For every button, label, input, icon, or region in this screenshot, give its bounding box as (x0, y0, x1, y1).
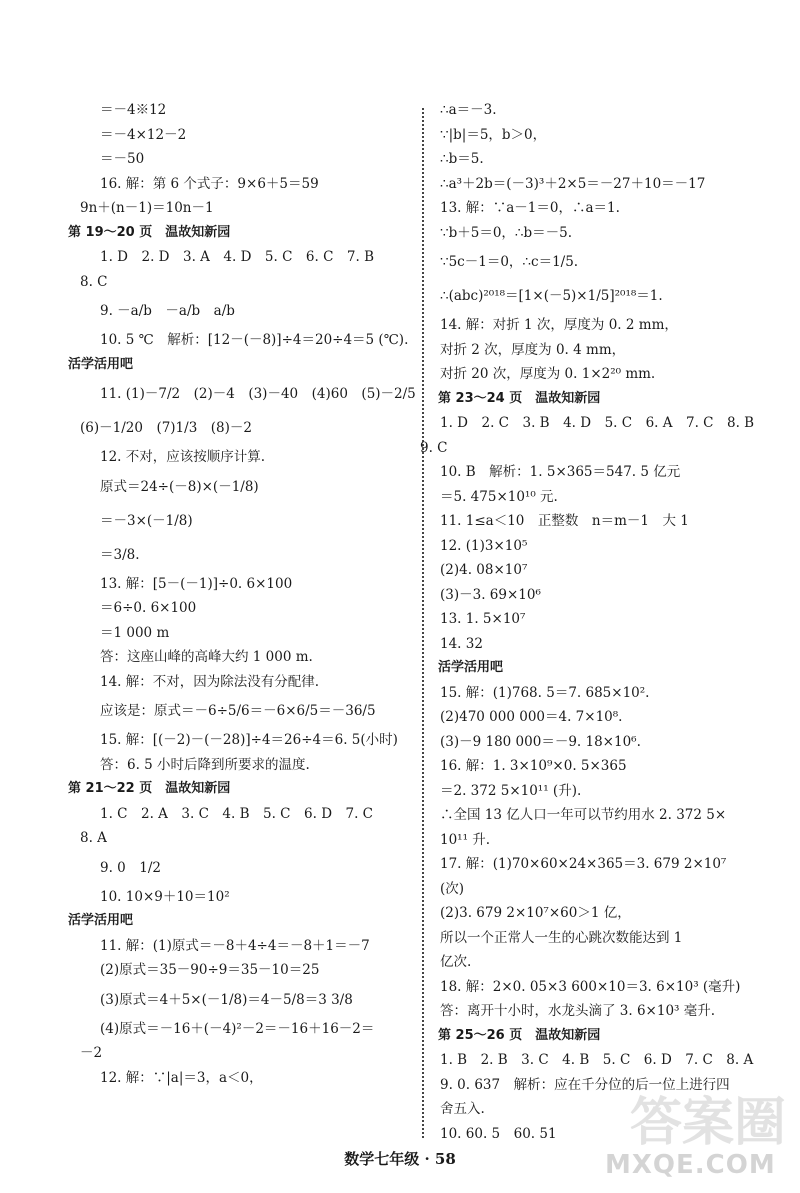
answer-line: (3)－3. 69×10⁶ (440, 586, 541, 603)
answer-line: (2)3. 679 2×10⁷×60＞1 亿， (440, 905, 631, 921)
answer-line: 原式＝24÷(－8)×(－1/8) (100, 478, 259, 495)
answer-line: 亿次. (440, 954, 472, 970)
left-column (68, 98, 416, 1090)
answer-line: 10. B 解析：1. 5×365＝547. 5 亿元 (440, 464, 681, 480)
answer-line: 1. D 2. C 3. B 4. D 5. C 6. A 7. C 8. B (440, 415, 755, 431)
answer-line: 18. 解：2×0. 05×3 600×10＝3. 6×10³ (毫升) (440, 978, 741, 995)
answer-line: (6)－1/20 (7)1/3 (8)－2 (80, 420, 252, 436)
answer-line: ∵|b|＝5，b＞0， (440, 126, 547, 143)
answer-line: 11. (1)－7/2 (2)－4 (3)－40 (4)60 (5)－2/5 (100, 386, 416, 402)
section-heading: 第 23～24 页 温故知新园 (438, 390, 601, 406)
answer-line: 10. 5 ℃ 解析：[12－(－8)]÷4＝20÷4＝5 (℃). (100, 332, 409, 348)
answer-line: ＝1 000 m (100, 624, 170, 641)
answer-line: 16. 解：第 6 个式子：9×6＋5＝59 (100, 175, 319, 192)
watermark-url: MXQE.COM (605, 1150, 776, 1180)
answer-line: ＝－4※12 (100, 102, 167, 118)
answer-line: －2 (80, 1045, 103, 1061)
answer-line: (3)－9 180 000＝－9. 18×10⁶. (440, 733, 641, 750)
column-divider (422, 108, 424, 1138)
answer-line: 14. 解：对折 1 次，厚度为 0. 2 mm， (440, 317, 678, 333)
answer-line: 13. 解：[5－(－1)]÷0. 6×100 (100, 575, 293, 592)
answer-line: (2)4. 08×10⁷ (440, 562, 528, 578)
answer-line: (2)470 000 000＝4. 7×10⁸. (440, 709, 623, 725)
answer-line: 12. 不对，应该按顺序计算. (100, 449, 266, 465)
answer-line: 13. 1. 5×10⁷ (440, 611, 526, 627)
answer-line: ＝2. 372 5×10¹¹ (升). (440, 782, 582, 799)
answer-line: 8. A (80, 830, 107, 846)
watermark-logo: 答案圈 (630, 1093, 787, 1153)
answer-line: ＝6÷0. 6×100 (100, 600, 197, 616)
page-footer: 数学七年级 · 58 (344, 1150, 456, 1168)
answer-line: ∴a³＋2b＝(－3)³＋2×5＝－27＋10＝－17 (440, 175, 706, 192)
section-heading: 活学活用吧 (68, 356, 134, 372)
answer-line: (4)原式＝－16＋(－4)²－2＝－16＋16－2＝ (100, 1020, 375, 1037)
answer-line: 答：离开十小时，水龙头滴了 3. 6×10³ 毫升. (440, 1003, 716, 1019)
answer-line: ＝5. 475×10¹⁰ 元. (440, 488, 558, 505)
answer-line: 15. 解：(1)768. 5＝7. 685×10². (440, 684, 650, 701)
answer-line: 10. 10×9＋10＝10² (100, 888, 230, 905)
answer-line: 答：6. 5 小时后降到所要求的温度. (100, 756, 310, 773)
answer-line: 9. －a/b －a/b a/b (100, 303, 235, 319)
answer-line: 10. 60. 5 60. 51 (440, 1125, 557, 1142)
answer-line: 对折 20 次，厚度为 0. 1×2²⁰ mm. (440, 366, 656, 382)
answer-line: ＝3/8. (100, 546, 140, 563)
answer-line: 舍五入. (440, 1101, 485, 1117)
section-heading: 活学活用吧 (68, 913, 134, 928)
answer-line: ＝－3×(－1/8) (100, 512, 193, 529)
answer-line: 应该是：原式＝－6÷5/6＝－6×6/5＝－36/5 (100, 703, 376, 719)
answer-line: 15. 解：[(－2)－(－28)]÷4＝26÷4＝6. 5(小时) (100, 732, 398, 748)
answer-line: 10¹¹ 升. (440, 831, 491, 848)
answer-line: ∴全国 13 亿人口一年可以节约用水 2. 372 5× (440, 807, 727, 823)
answer-line: ＝－4×12－2 (100, 126, 187, 143)
answer-line: 1. B 2. B 3. C 4. B 5. C 6. D 7. C 8. A (440, 1052, 754, 1068)
section-heading: 第 19～20 页 温故知新园 (68, 224, 231, 240)
answer-line: ∴(abc)²⁰¹⁸＝[1×(－5)×1/5]²⁰¹⁸＝1. (440, 288, 663, 304)
answer-line: 14. 32 (440, 635, 483, 652)
answer-line: ∵b＋5＝0，∴b＝－5. (440, 224, 573, 241)
answer-line: ＝－50 (100, 151, 145, 167)
answer-line: 14. 解：不对，因为除法没有分配律. (100, 673, 320, 690)
answer-line: ∴b＝5. (440, 151, 484, 167)
answer-line: (3)原式＝4＋5×(－1/8)＝4－5/8＝3 3/8 (100, 991, 353, 1008)
answer-line: 16. 解：1. 3×10⁹×0. 5×365 (440, 758, 627, 774)
answer-line: 9. C (420, 439, 448, 456)
right-column (420, 98, 785, 1146)
answer-line: 12. (1)3×10⁵ (440, 537, 528, 554)
section-heading: 活学活用吧 (438, 660, 504, 675)
answer-line: 17. 解：(1)70×60×24×365＝3. 679 2×10⁷ (440, 856, 727, 872)
answer-line: 所以一个正常人一生的心跳次数能达到 1 (440, 929, 683, 946)
answer-line: 9n＋(n－1)＝10n－1 (80, 200, 214, 216)
answer-line: ∴a＝－3. (440, 102, 497, 118)
answer-line: 答：这座山峰的高峰大约 1 000 m. (100, 649, 313, 665)
answer-line: 1. C 2. A 3. C 4. B 5. C 6. D 7. C (100, 805, 374, 822)
answer-line: 13. 解：∵a－1＝0，∴a＝1. (440, 200, 620, 216)
answer-line: (次) (440, 880, 465, 897)
answer-line: 12. 解：∵|a|＝3，a＜0， (100, 1069, 263, 1086)
answer-line: 1. D 2. D 3. A 4. D 5. C 6. C 7. B (100, 249, 375, 265)
answer-line: 8. C (80, 273, 108, 290)
section-heading: 第 21～22 页 温故知新园 (68, 781, 231, 796)
answer-line: 对折 2 次，厚度为 0. 4 mm， (440, 341, 626, 358)
answer-line: 9. 0 1/2 (100, 859, 161, 876)
answer-line: (2)原式＝35－90÷9＝35－10＝25 (100, 962, 320, 978)
answer-line: 11. 解：(1)原式＝－8＋4÷4＝－8＋1＝－7 (100, 937, 370, 954)
answer-line: 9. 0. 637 解析：应在千分位的后一位上进行四 (440, 1076, 730, 1093)
section-heading: 第 25～26 页 温故知新园 (438, 1027, 601, 1043)
answer-line: 11. 1≤a＜10 正整数 n＝m－1 大 1 (440, 513, 689, 529)
answer-line: ∵5c－1＝0，∴c＝1/5. (440, 254, 579, 270)
